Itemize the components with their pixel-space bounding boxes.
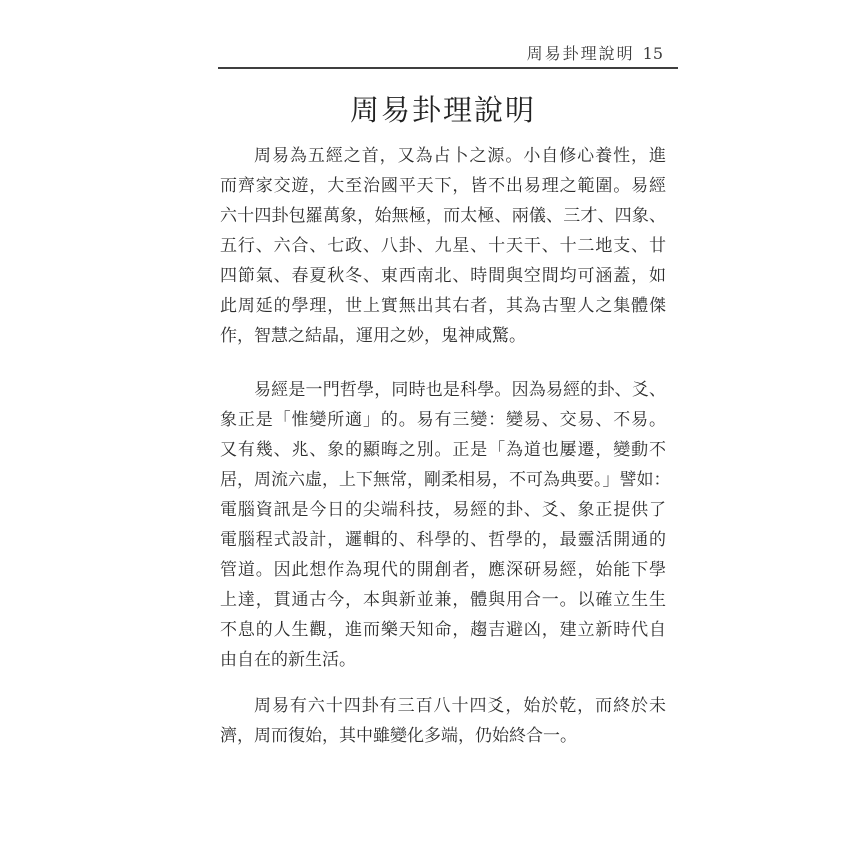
text-line: 象正是「惟變所適」的。易有三變：變易、交易、不易。 <box>220 410 666 430</box>
page-title: 周易卦理說明 <box>349 93 536 127</box>
text-line: 管道。因此想作為現代的開創者，應深研易經，始能下學 <box>220 560 666 580</box>
text-line: 此周延的學理，世上實無出其右者，其為古聖人之集體傑 <box>220 296 666 316</box>
text-line: 上達，貫通古今，本與新並兼，體與用合一。以確立生生 <box>220 590 666 610</box>
text-line: 四節氣、春夏秋冬、東西南北、時間與空間均可涵蓋，如 <box>220 266 666 286</box>
text-line: 易經是一門哲學，同時也是科學。因為易經的卦、爻、 <box>254 380 666 400</box>
text-line: 周易為五經之首，又為占卜之源。小自修心養性，進 <box>254 146 666 166</box>
page-number: 15 <box>642 44 663 63</box>
text-line: 不息的人生觀，進而樂天知命，趨吉避凶，建立新時代自 <box>220 620 666 640</box>
text-line: 又有幾、兆、象的顯晦之別。正是「為道也屢遷，變動不 <box>220 440 666 460</box>
paragraph <box>220 375 671 675</box>
text-line: 作，智慧之結晶，運用之妙，鬼神咸驚。 <box>220 326 526 346</box>
text-line: 周易有六十四卦有三百八十四爻，始於乾，而終於未 <box>254 696 666 716</box>
paragraph <box>220 141 666 351</box>
text-line: 電腦資訊是今日的尖端科技，易經的卦、爻、象正提供了 <box>220 500 666 520</box>
text-line: 居，周流六虛，上下無常，剛柔相易，不可為典要。」譬如： <box>220 470 671 490</box>
running-head-title: 周易卦理說明 <box>526 44 635 63</box>
text-line: 而齊家交遊，大至治國平天下，皆不出易理之範圍。易經 <box>220 176 666 196</box>
running-head <box>220 41 663 64</box>
body-text <box>220 141 671 751</box>
text-line: 五行、六合、七政、八卦、九星、十天干、十二地支、廿 <box>220 236 666 256</box>
text-line: 由自在的新生活。 <box>220 650 356 670</box>
text-line: 濟，周而復始，其中雖變化多端，仍始終合一。 <box>220 726 577 746</box>
paragraph <box>220 691 666 751</box>
text-line: 六十四卦包羅萬象，始無極，而太極、兩儀、三才、四象、 <box>220 206 666 226</box>
header-rule <box>218 67 678 69</box>
text-line: 電腦程式設計，邏輯的、科學的、哲學的，最靈活開通的 <box>220 530 666 550</box>
